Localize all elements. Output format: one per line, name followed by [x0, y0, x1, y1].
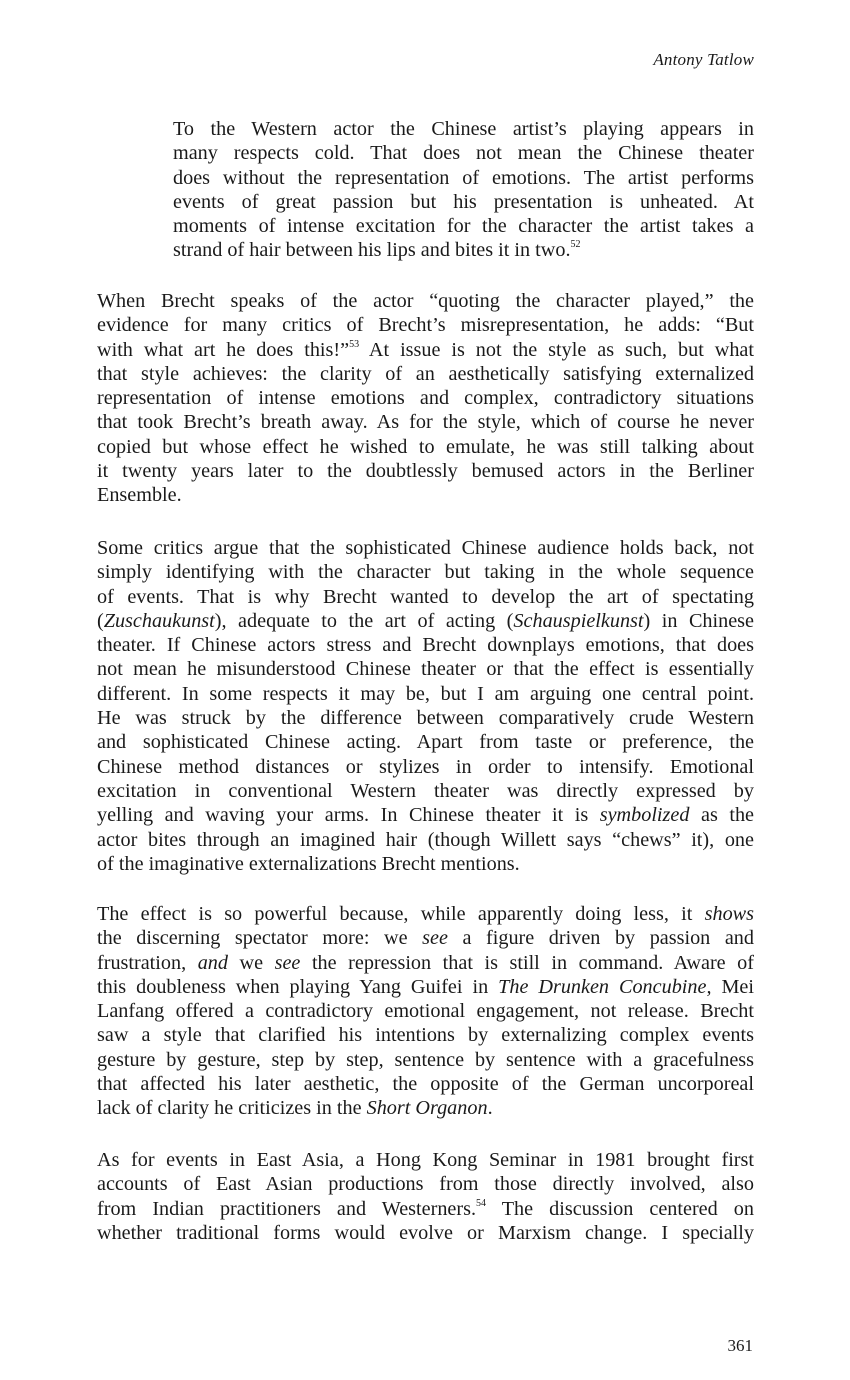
- footnote-ref-53[interactable]: 53: [349, 338, 360, 350]
- quote-line: does without the representation of emotions. The artist performs: [173, 166, 754, 189]
- text-line: lack of clarity he criticizes in the Short Organon.: [97, 1097, 493, 1120]
- emphasis: see: [274, 951, 301, 974]
- work-title: The Drunken Concubine,: [498, 975, 712, 998]
- text-line: The effect is so powerful because, while apparently doing less, it shows: [97, 903, 754, 925]
- footnote-ref-52[interactable]: 52: [570, 239, 581, 251]
- emphasis: and: [197, 951, 228, 974]
- paragraph-2: [97, 536, 754, 876]
- quote-line: events of great passion but his presentation is unheated. At: [173, 190, 754, 213]
- quote-line: To the Western actor the Chinese artist’s playing appears in: [173, 118, 754, 140]
- work-title: Short Organon: [366, 1097, 488, 1120]
- text-line: Some critics argue that the sophisticated Chinese audience holds back, not: [97, 537, 754, 559]
- text-line: that affected his later aesthetic, the opposite of the German uncorporeal: [97, 1073, 754, 1096]
- german-term: Zuschaukunst: [103, 609, 215, 632]
- german-term: Schauspielkunst: [513, 609, 644, 632]
- text-line: it twenty years later to the doubtlessly bemused actors in the Berliner: [97, 460, 754, 483]
- text-line: accounts of East Asian productions from those directly involved, also: [97, 1173, 754, 1196]
- text-line: of the imaginative externalizations Brecht mentions.: [97, 852, 520, 875]
- emphasis: shows: [704, 903, 754, 925]
- text-line: excitation in conventional Western theater was directly expressed by: [97, 779, 754, 802]
- text-line: representation of intense emotions and complex, contradictory situations: [97, 387, 754, 410]
- text-line: simply identifying with the character but taking in the whole sequence: [97, 561, 754, 584]
- quote-line: many respects cold. That does not mean the Chinese theater: [173, 142, 754, 165]
- emphasis: symbolized: [599, 804, 690, 827]
- text-line: saw a style that clarified his intentions by externalizing complex events: [97, 1024, 754, 1047]
- text-line: from Indian practitioners and Westerners.$^{54}$ The discussion centered on: [97, 1197, 754, 1220]
- text-line: the discerning spectator more: we see a figure driven by passion and: [97, 927, 754, 950]
- paragraph-3: [97, 902, 754, 1121]
- text-line: evidence for many critics of Brecht’s misrepresentation, he adds: “But: [97, 314, 754, 337]
- text-line: When Brecht speaks of the actor “quoting the character played,” the: [97, 290, 754, 312]
- quote-line: moments of intense excitation for the character the artist takes a: [173, 215, 754, 238]
- text-line: whether traditional forms would evolve or Marxism change. I specially: [97, 1221, 754, 1244]
- text-line: that took Brecht’s breath away. As for the style, which of course he never: [97, 411, 754, 434]
- quote-line: strand of hair between his lips and bites it in two.$^{52}$: [173, 239, 581, 262]
- text-line: yelling and waving your arms. In Chinese theater it is symbolized as the: [97, 804, 754, 827]
- text-line: frustration, and we see the repression that is still in command. Aware of: [97, 951, 754, 974]
- text-line: Lanfang offered a contradictory emotional engagement, not release. Brecht: [97, 1000, 754, 1023]
- emphasis: see: [422, 927, 448, 950]
- text-line: Ensemble.: [97, 484, 182, 507]
- text-line: this doubleness when playing Yang Guifei in The Drunken Concubine, Mei: [97, 975, 754, 998]
- page-number: 361: [727, 1336, 753, 1355]
- footnote-ref-54[interactable]: 54: [476, 1197, 487, 1209]
- text-line: copied but whose effect he wished to emulate, he was still talking about: [97, 435, 754, 458]
- text-line: with what art he does this!”$^{53}$ At issue is not the style as such, but what: [97, 338, 754, 361]
- text-line: (Zuschaukunst), adequate to the art of acting (Schauspielkunst) in Chinese: [97, 609, 754, 632]
- text-line: different. In some respects it may be, but I am arguing one central point.: [97, 682, 754, 705]
- text-line: As for events in East Asia, a Hong Kong Seminar in 1981 brought first: [97, 1149, 754, 1171]
- text-line: not mean he misunderstood Chinese theater or that the effect is essentially: [97, 658, 754, 681]
- text-line: that style achieves: the clarity of an aesthetically satisfying externalized: [97, 362, 754, 385]
- paragraph-1: [97, 289, 754, 508]
- text-line: gesture by gesture, step by step, sentence by sentence with a gracefulness: [97, 1048, 754, 1071]
- text-line: He was struck by the difference between comparatively crude Western: [97, 707, 754, 730]
- text-line: of events. That is why Brecht wanted to develop the art of spectating: [97, 585, 754, 608]
- text-line: theater. If Chinese actors stress and Brecht downplays emotions, that does: [97, 634, 754, 657]
- text-line: actor bites through an imagined hair (though Willett says “chews” it), one: [97, 828, 754, 851]
- text-line: and sophisticated Chinese acting. Apart from taste or preference, the: [97, 731, 754, 754]
- paragraph-4: [97, 1148, 754, 1245]
- text-line: Chinese method distances or stylizes in order to intensify. Emotional: [97, 755, 754, 778]
- block-quote: [173, 117, 754, 263]
- running-header-author: Antony Tatlow: [653, 50, 754, 69]
